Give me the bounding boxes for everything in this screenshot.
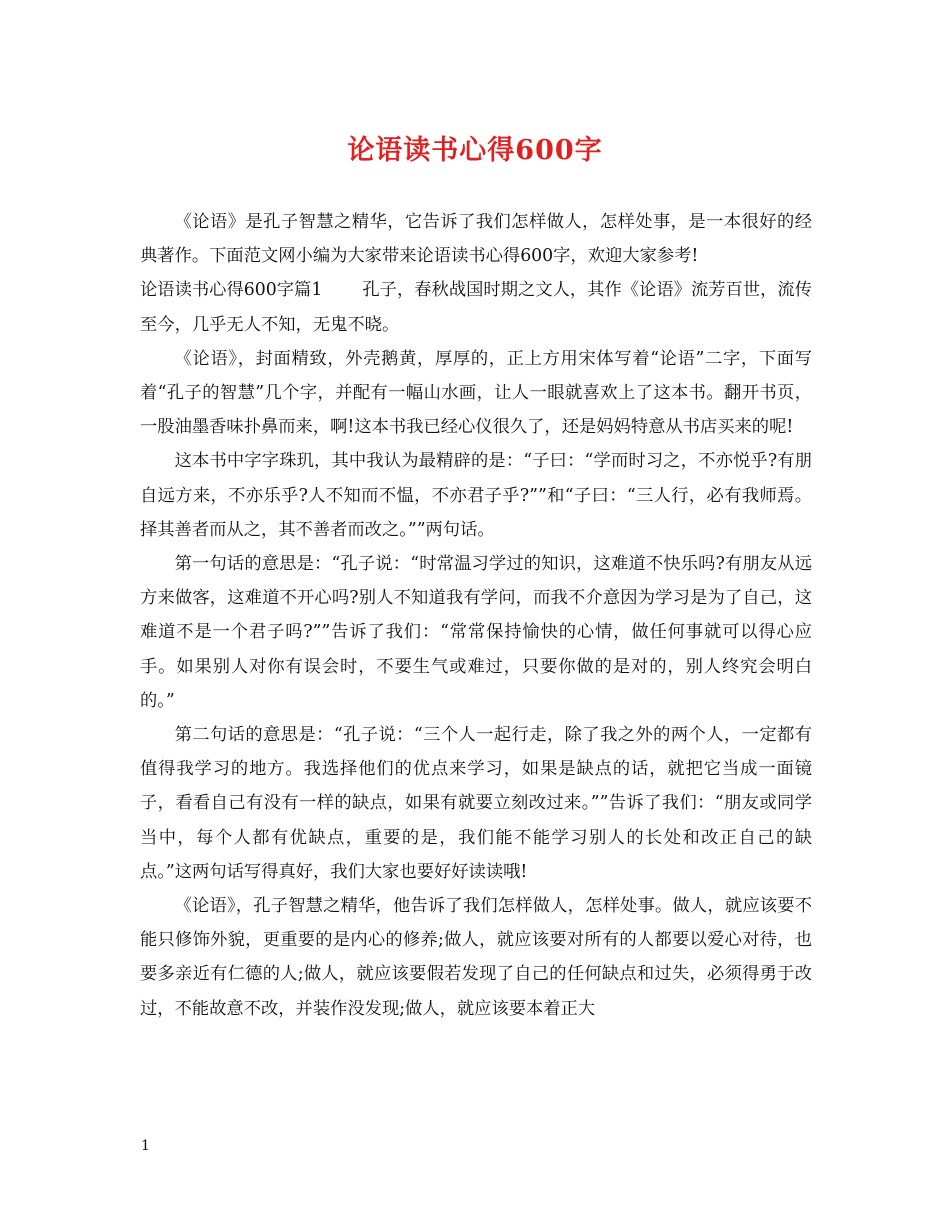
page-number: 1 (141, 1138, 150, 1154)
paragraph-quotes: 这本书中字字珠玑，其中我认为最精辟的是：“子曰：“学而时习之，不亦悦乎?有朋自远方来，不亦乐乎?人不知而不愠，不亦君子乎?””和“子曰：“三人行，必有我师焉。择其善者而从之，其不善者而改之。””两句话。 (140, 451, 812, 540)
document-body (140, 205, 812, 1026)
paragraph-first-meaning: 第一句话的意思是：“孔子说：“时常温习学过的知识，这难道不快乐吗?有朋友从远方来做客，这难道不开心吗?别人不知道我有学问，而我不介意因为学习是为了自己，这难道不是一个君子吗?””告诉了我们：“常常保持愉快的心情，做任何事就可以得心应手。如果别人对你有误会时，不要生气或难过，只要你做的是对的，别人终究会明白的。” (140, 554, 812, 711)
paragraph-cover: 《论语》，封面精致，外壳鹅黄，厚厚的，正上方用宋体写着“论语”二字，下面写着“孔子的智慧”几个字，并配有一幅山水画，让人一眼就喜欢上了这本书。翻开书页，一股油墨香味扑鼻而来，啊!这本书我已经心仪很久了，还是妈妈特意从书店买来的呢! (140, 348, 812, 438)
section-first-text: 孔子，春秋战国时期之文人，其作《论语》流芳百世，流传至今，几乎无人不知，无鬼不晓。 (140, 280, 812, 335)
paragraph-conclusion: 《论语》，孔子智慧之精华，他告诉了我们怎样做人，怎样处事。做人，就应该要不能只修饰外貌，更重要的是内心的修养;做人，就应该要对所有的人都要以爱心对待，也要多亲近有仁德的人;做人，就应该要假若发现了自己的任何缺点和过失，必须得勇于改过，不能故意不改，并装作没发现;做人，就应该要本着正大 (140, 896, 812, 1019)
paragraph-intro: 《论语》是孔子智慧之精华，它告诉了我们怎样做人，怎样处事，是一本很好的经典著作。下面范文网小编为大家带来论语读书心得600字，欢迎大家参考! (140, 212, 812, 267)
paragraph-section-start (140, 273, 812, 341)
section-heading: 论语读书心得600字篇1 (140, 280, 323, 301)
document-title: 论语读书心得600字 (347, 135, 603, 166)
paragraph-second-meaning: 第二句话的意思是：“孔子说：“三个人一起行走，除了我之外的两个人，一定都有值得我学习的地方。我选择他们的优点来学习，如果是缺点的话，就把它当成一面镜子，看看自己有没有一样的缺点，如果有就要立刻改过来。””告诉了我们：“朋友或同学当中，每个人都有优缺点，重要的是，我们能不能学习别人的长处和改正自己的缺点。”这两句话写得真好，我们大家也要好好读读哦! (140, 725, 812, 882)
